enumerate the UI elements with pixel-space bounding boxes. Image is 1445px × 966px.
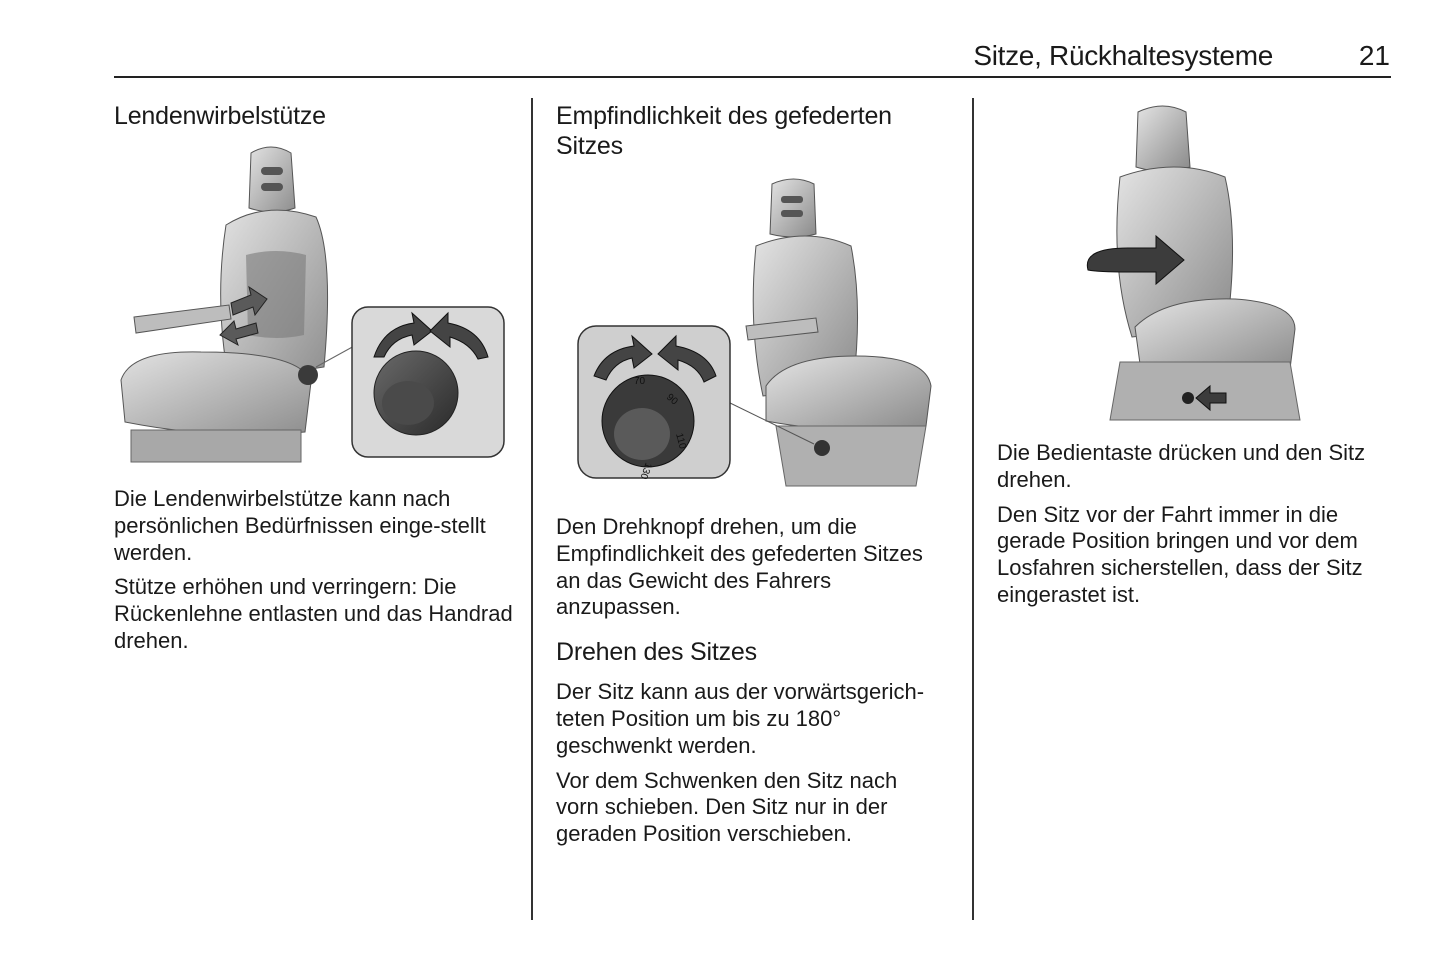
paragraph: Die Bedientaste drücken und den Sitz drehen. bbox=[997, 440, 1366, 492]
dial-label-130: 130 bbox=[637, 460, 654, 481]
header-rule bbox=[114, 76, 1391, 78]
column-suspension bbox=[556, 98, 956, 161]
paragraph: Die Lendenwirbelstütze kann nach persönlichen Bedürfnissen einge-stellt werden. bbox=[114, 486, 486, 565]
paragraph: Den Sitz vor der Fahrt immer in die gerade Position bringen und vor dem Losfahren sicherstellen, dass der Sitz eingerastet ist. bbox=[997, 501, 1363, 607]
dial-label-90: 90 bbox=[664, 391, 680, 408]
section-heading: Lendenwirbelstütze bbox=[114, 102, 326, 130]
figure-lumbar-seat bbox=[116, 145, 508, 467]
column-divider-2 bbox=[972, 98, 974, 920]
figure-swivel-seat bbox=[1080, 102, 1310, 422]
section-heading: Empfindlichkeit des gefederten Sitzes bbox=[556, 102, 892, 160]
paragraph: Vor dem Schwenken den Sitz nach vorn schieben. Den Sitz nur in der geraden Position verschieben. bbox=[556, 767, 898, 847]
page-number: 21 bbox=[1358, 40, 1390, 71]
dial-label-70: 70 bbox=[634, 376, 646, 387]
figure-suspended-seat bbox=[576, 176, 938, 498]
paragraph: Der Sitz kann aus der vorwärtsgerich-teten Position um bis zu 180° geschwenkt werden. bbox=[556, 679, 925, 758]
column-swivel-text bbox=[997, 440, 1397, 609]
column-suspension-text bbox=[556, 514, 956, 848]
running-header-title: Sitze, Rückhaltesysteme bbox=[973, 40, 1273, 71]
paragraph: Stütze erhöhen und verringern: Die Rückenlehne entlasten und das Handrad drehen. bbox=[114, 574, 513, 653]
dial-label-110: 110 bbox=[673, 431, 688, 451]
subsection-heading: Drehen des Sitzes bbox=[556, 638, 757, 667]
column-lumbar-text bbox=[114, 486, 514, 655]
column-divider-1 bbox=[531, 98, 533, 920]
column-lumbar-support bbox=[114, 98, 514, 131]
paragraph: Den Drehknopf drehen, um die Empfindlichkeit des gefederten Sitzes an das Gewicht des Fahrers anzupassen. bbox=[556, 514, 923, 620]
handwheel-knob-icon bbox=[374, 351, 458, 435]
